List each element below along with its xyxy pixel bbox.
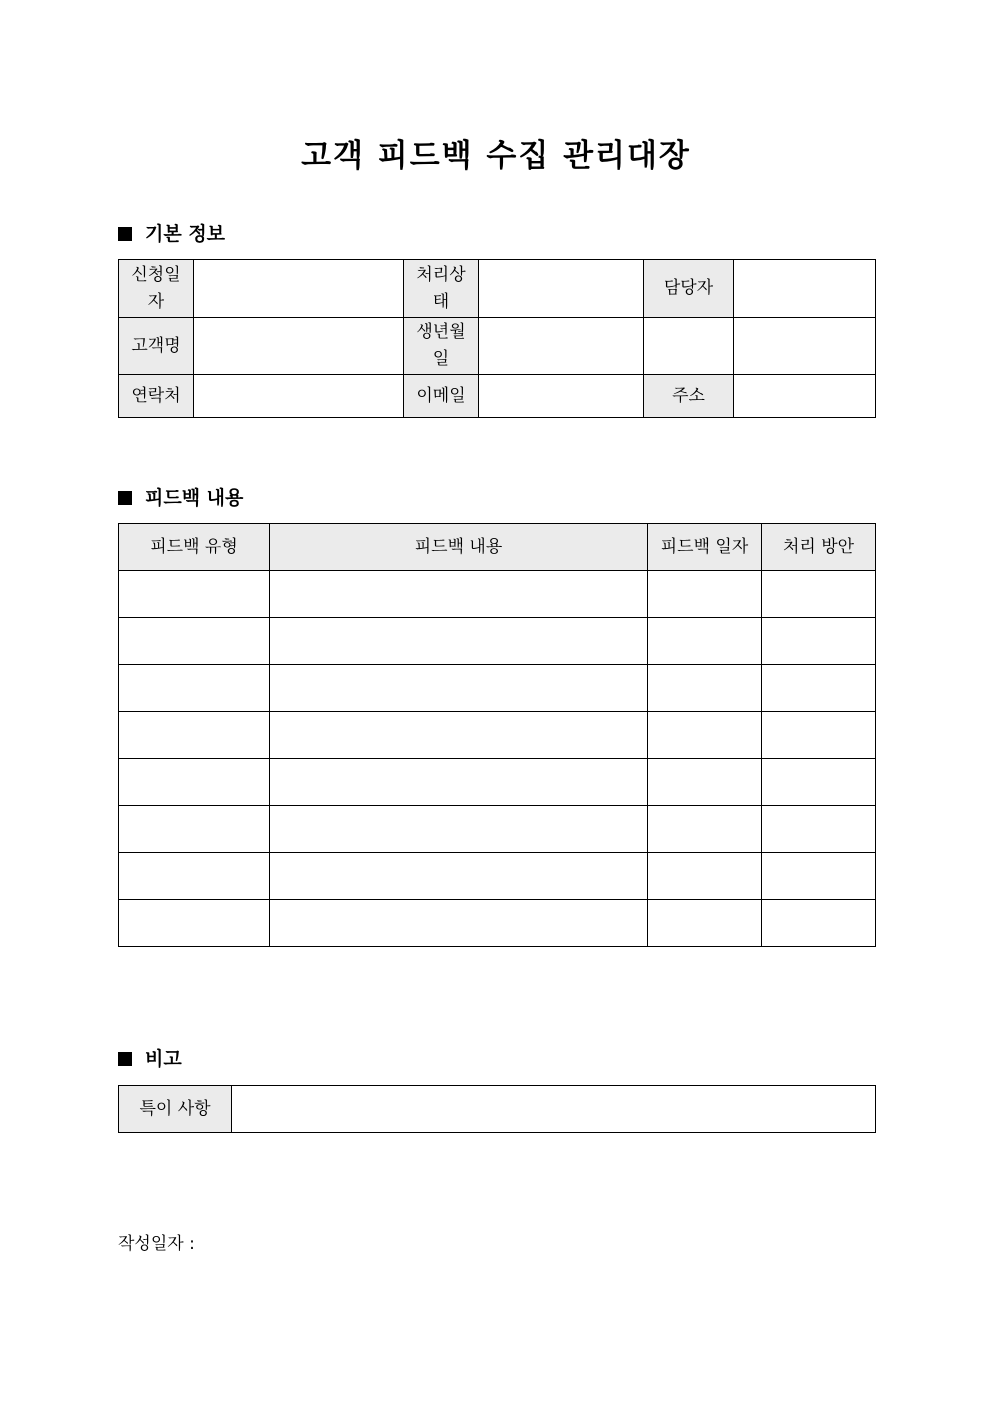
- field-blank-value[interactable]: [734, 318, 876, 375]
- basic-info-table: [118, 259, 876, 418]
- cell-feedback-content[interactable]: [270, 853, 648, 900]
- label-special-notes: 특이 사항: [119, 1086, 232, 1133]
- cell-feedback-content[interactable]: [270, 759, 648, 806]
- label-contact: 연락처: [119, 375, 194, 418]
- cell-feedback-content[interactable]: [270, 806, 648, 853]
- cell-resolution-plan[interactable]: [762, 853, 876, 900]
- document-title: 고객 피드백 수집 관리대장: [301, 138, 691, 174]
- square-bullet-icon: [118, 491, 132, 505]
- field-email[interactable]: [479, 375, 644, 418]
- cell-resolution-plan[interactable]: [762, 665, 876, 712]
- label-address: 주소: [644, 375, 734, 418]
- label-email: 이메일: [404, 375, 479, 418]
- feedback-table: [118, 523, 876, 947]
- field-manager[interactable]: [734, 260, 876, 318]
- table-row: [119, 806, 876, 853]
- cell-feedback-content[interactable]: [270, 618, 648, 665]
- table-row: [119, 853, 876, 900]
- cell-resolution-plan[interactable]: [762, 571, 876, 618]
- written-date-label: 작성일자 :: [118, 1234, 195, 1254]
- field-birth-date[interactable]: [479, 318, 644, 375]
- section-heading-label: 피드백 내용: [145, 487, 244, 509]
- label-birth-date: 생년월일: [404, 318, 479, 375]
- table-row: [119, 665, 876, 712]
- label-customer-name: 고객명: [119, 318, 194, 375]
- cell-resolution-plan[interactable]: [762, 900, 876, 947]
- cell-feedback-content[interactable]: [270, 571, 648, 618]
- square-bullet-icon: [118, 1052, 132, 1066]
- cell-feedback-content[interactable]: [270, 665, 648, 712]
- field-processing-status[interactable]: [479, 260, 644, 318]
- cell-feedback-date[interactable]: [648, 571, 762, 618]
- column-header-feedback-date: 피드백 일자: [648, 524, 762, 571]
- field-blank-label[interactable]: [644, 318, 734, 375]
- cell-resolution-plan[interactable]: [762, 618, 876, 665]
- cell-feedback-date[interactable]: [648, 806, 762, 853]
- cell-feedback-type[interactable]: [119, 900, 270, 947]
- label-processing-status: 처리상태: [404, 260, 479, 318]
- table-row: [119, 260, 876, 318]
- written-date: [118, 1232, 195, 1256]
- table-row: [119, 759, 876, 806]
- cell-feedback-content[interactable]: [270, 900, 648, 947]
- cell-feedback-date[interactable]: [648, 618, 762, 665]
- table-row: [119, 900, 876, 947]
- table-row: [119, 712, 876, 759]
- field-application-date[interactable]: [194, 260, 404, 318]
- cell-feedback-date[interactable]: [648, 853, 762, 900]
- cell-feedback-date[interactable]: [648, 712, 762, 759]
- remarks-table: [118, 1085, 876, 1133]
- cell-feedback-content[interactable]: [270, 712, 648, 759]
- label-manager: 담당자: [644, 260, 734, 318]
- section-heading-label: 기본 정보: [145, 223, 226, 245]
- column-header-feedback-type: 피드백 유형: [119, 524, 270, 571]
- section-heading-feedback: [118, 485, 243, 511]
- cell-feedback-type[interactable]: [119, 712, 270, 759]
- cell-feedback-type[interactable]: [119, 853, 270, 900]
- table-row: [119, 318, 876, 375]
- field-customer-name[interactable]: [194, 318, 404, 375]
- column-header-resolution-plan: 처리 방안: [762, 524, 876, 571]
- cell-feedback-date[interactable]: [648, 665, 762, 712]
- field-contact[interactable]: [194, 375, 404, 418]
- cell-feedback-type[interactable]: [119, 618, 270, 665]
- cell-feedback-type[interactable]: [119, 759, 270, 806]
- field-special-notes[interactable]: [232, 1086, 876, 1133]
- field-address[interactable]: [734, 375, 876, 418]
- section-heading-basic-info: [118, 221, 225, 247]
- cell-resolution-plan[interactable]: [762, 806, 876, 853]
- cell-feedback-date[interactable]: [648, 759, 762, 806]
- cell-feedback-date[interactable]: [648, 900, 762, 947]
- cell-resolution-plan[interactable]: [762, 759, 876, 806]
- table-row: [119, 618, 876, 665]
- table-header-row: [119, 524, 876, 571]
- square-bullet-icon: [118, 227, 132, 241]
- section-heading-remarks: [118, 1046, 182, 1072]
- label-application-date: 신청일자: [119, 260, 194, 318]
- table-row: [119, 1086, 876, 1133]
- table-row: [119, 571, 876, 618]
- cell-feedback-type[interactable]: [119, 806, 270, 853]
- column-header-feedback-content: 피드백 내용: [270, 524, 648, 571]
- section-heading-label: 비고: [145, 1048, 182, 1070]
- cell-feedback-type[interactable]: [119, 665, 270, 712]
- cell-resolution-plan[interactable]: [762, 712, 876, 759]
- table-row: [119, 375, 876, 418]
- cell-feedback-type[interactable]: [119, 571, 270, 618]
